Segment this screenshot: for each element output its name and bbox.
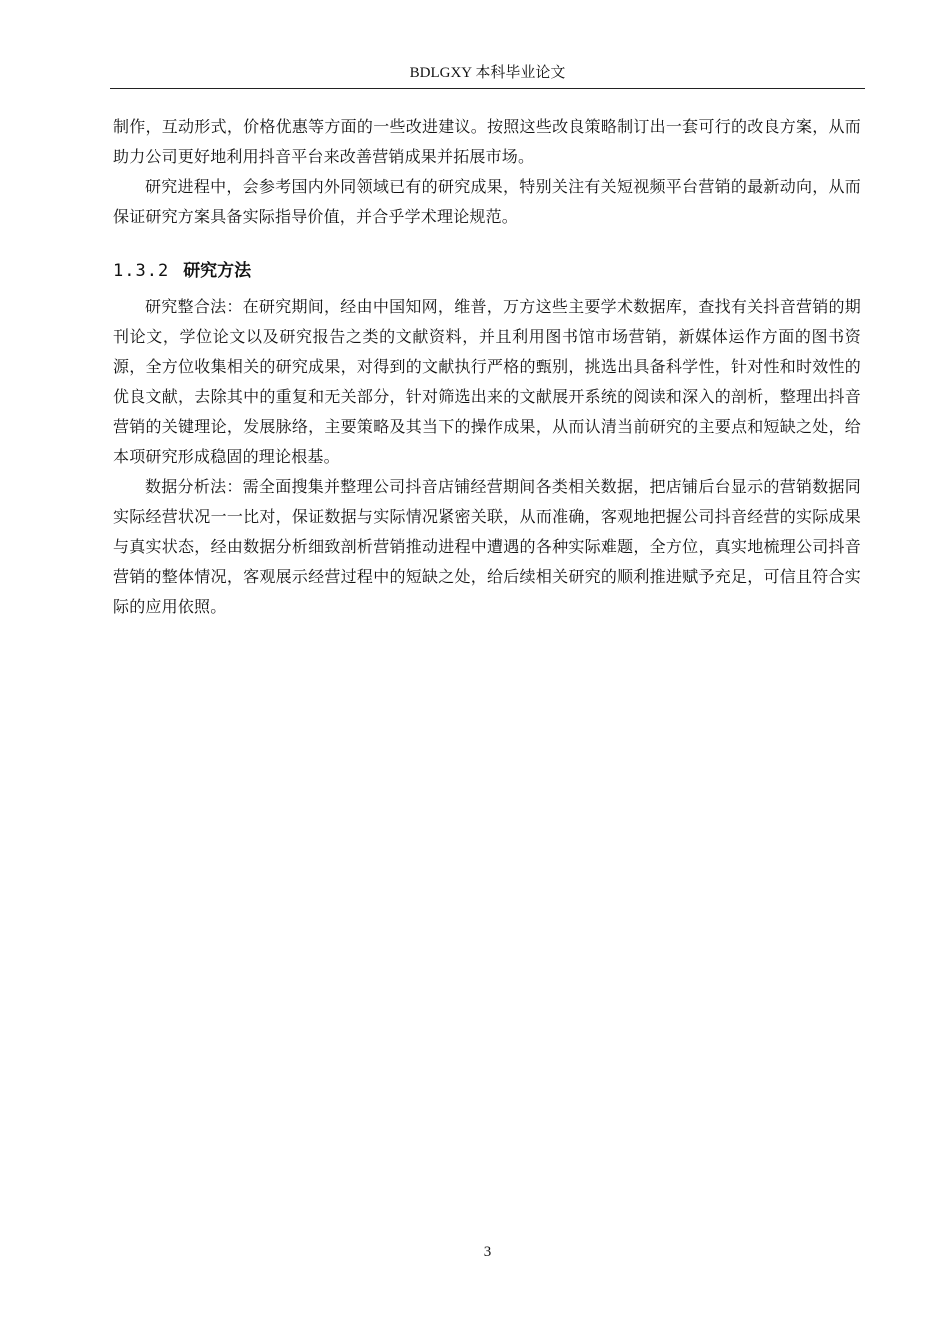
paragraph-data-analysis-method: 数据分析法：需全面搜集并整理公司抖音店铺经营期间各类相关数据，把店铺后台显示的营销数据同实际经营状况一一比对，保证数据与实际情况紧密关联，从而准确，客观地把握公司抖音经营的实际成果与真实状态，经由数据分析细致剖析营销推动进程中遭遇的各种实际难题，全方位，真实地梳理公司抖音营销的整体情况，客观展示经营过程中的短缺之处，给后续相关研究的顺利推进赋予充足，可信且符合实际的应用依照。	[113, 477, 861, 616]
paragraph-research-process: 研究进程中，会参考国内外同领域已有的研究成果，特别关注有关短视频平台营销的最新动向，从而保证研究方案具备实际指导价值，并合乎学术理论规范。	[113, 177, 861, 226]
running-header-title: BDLGXY 本科毕业论文	[409, 65, 566, 81]
section-title: 研究方法	[183, 261, 252, 281]
paragraph-continuation: 制作，互动形式，价格优惠等方面的一些改进建议。按照这些改良策略制订出一套可行的改良方案，从而助力公司更好地利用抖音平台来改善营销成果并拓展市场。	[113, 117, 861, 166]
section-number: 1.3.2	[113, 261, 170, 281]
header-rule	[110, 88, 865, 89]
page-number: 3	[483, 1244, 492, 1260]
page-body	[113, 112, 861, 622]
section-heading	[113, 256, 861, 286]
paragraph-literature-method: 研究整合法：在研究期间，经由中国知网，维普，万方这些主要学术数据库，查找有关抖音营销的期刊论文，学位论文以及研究报告之类的文献资料，并且利用图书馆市场营销，新媒体运作方面的图书资源，全方位收集相关的研究成果，对得到的文献执行严格的甄别，挑选出具备科学性，针对性和时效性的优良文献，去除其中的重复和无关部分，针对筛选出来的文献展开系统的阅读和深入的剖析，整理出抖音营销的关键理论，发展脉络，主要策略及其当下的操作成果，从而认清当前研究的主要点和短缺之处，给本项研究形成稳固的理论根基。	[113, 297, 861, 466]
